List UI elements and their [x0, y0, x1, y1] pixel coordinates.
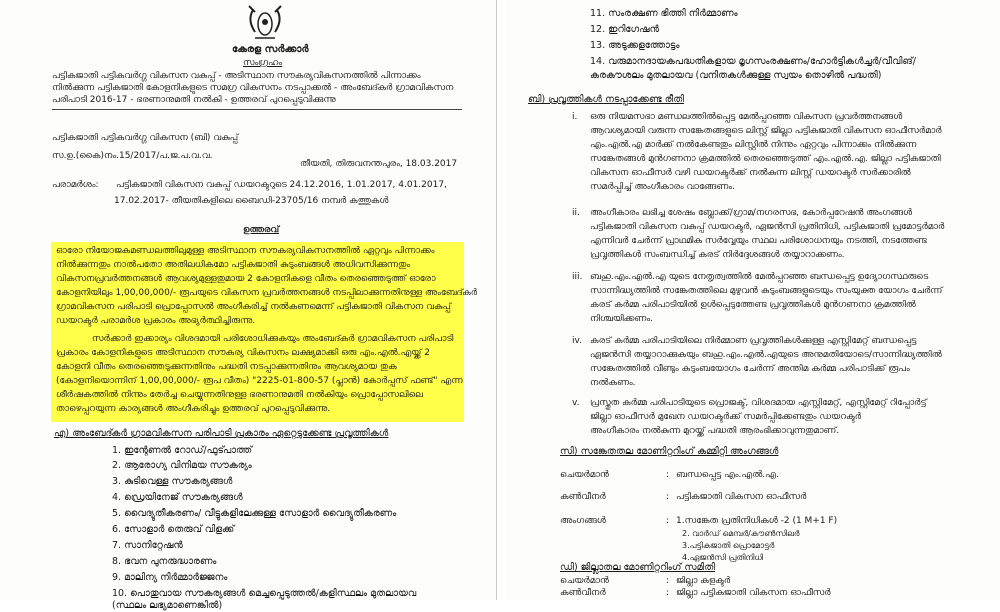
- procedure-line: ആവശ്യമായി വരുന്ന സങ്കേതങ്ങളുടെ ലിസ്റ്റ് ജില്ലാ പട്ടികജാതി വികസന ഓഫീസർമാർ: [590, 126, 942, 136]
- procedure-line: ജില്ലാ ഓഫീസർ മുഖേന ഡയറക്ടർക്ക് സമർപ്പിക്കേണ്ടതും ഡയറക്ടർ: [590, 412, 862, 422]
- committee-member: 3.പട്ടികജാതി പ്രൊമോട്ടർ: [682, 541, 775, 550]
- procedure-number: iii.: [572, 272, 583, 282]
- colon: :: [666, 516, 670, 526]
- works-list-item: 13. അടുക്കളത്തോട്ടം: [590, 40, 680, 51]
- left-document-page: [0, 0, 496, 611]
- procedure-line: സാന്നിദ്ധ്യത്തിൽ സങ്കേതത്തിലെ മുഴുവൻ കുടുംബങ്ങളുടെയും സംയുക്ത യോഗം ചേർന്ന്: [590, 286, 943, 296]
- highlight-line: നിൽക്കുന്നതും നാൽപതോ അതിലധികമോ പട്ടികജാതി കുടുംബങ്ങൾ അധിവസിക്കുന്നതും: [56, 260, 411, 270]
- section-b-heading: ബി) പ്രവൃത്തികൾ നടപ്പാക്കേണ്ട രീതി: [528, 94, 684, 105]
- highlight-line: താഴെപ്പറയുന്ന കാര്യങ്ങൾ അംഗീകരിച്ചും ഉത്തരവ് പുറപ്പെടുവിക്കുന്നു.: [56, 404, 331, 414]
- highlight-line: പ്രകാരം കോളനികളുടെ അടിസ്ഥാന സൗകര്യ വികസനം ലക്ഷ്യമാക്കി ഒരു എം.എൽ.എയ്ക്ക് 2: [56, 348, 430, 358]
- order-date: തീയതി, തിരുവനന്തപുരം, 18.03.2017: [300, 159, 458, 169]
- committee-value: ജില്ലാ പട്ടികജാതി വികസന ഓഫീസർ: [676, 588, 831, 598]
- procedure-line: ഒരു നിയമസഭാ മണ്ഡലത്തിൽപ്പെട്ട മേൽപ്പറഞ്ഞ വികസന പ്രവർത്തനങ്ങൾ: [590, 112, 903, 122]
- procedure-line: കരട് കർമ്മ പരിപാടിയിൽ ഉൾപ്പെടുത്തേണ്ട പ്രവൃത്തികൾ മുൻഗണനാ ക്രമത്തിൽ: [590, 300, 916, 310]
- colon: :: [666, 492, 670, 502]
- summary-line-2: നിൽക്കുന്ന പട്ടികജാതി കോളനികളുടെ സമഗ്ര വികസനം നടപ്പാക്കൽ - അംബേദ്കർ ഗ്രാമവികസന: [52, 83, 454, 93]
- works-list-item: 10. പൊതുവായ സൗകര്യങ്ങൾ മെച്ചപ്പെടുത്തൽ/കളിസ്ഥലം മുതലായവ: [112, 588, 417, 599]
- procedure-number: i.: [572, 112, 578, 122]
- procedure-line: നിശ്ചയിക്കണം.: [590, 314, 653, 324]
- highlight-line: ശീർഷകത്തിൽ നിന്നും തേർച്ച ചെയ്യുന്നതിനുള്ള ഭരണാനുമതി നൽകിയും പ്രൊപ്പോസലിലെ: [56, 390, 423, 400]
- procedure-line: അംഗീകാരം നൽകുന്ന മുറയ്ക്ക് പദ്ധതി ആരംഭിക്കാവുന്നതുമാണ്.: [590, 426, 840, 436]
- reference-line-1: പട്ടികജാതി വികസന വകുപ്പ് ഡയറക്ടറുടെ 24.12.2016, 1.01.2017, 4.01.2017,: [116, 180, 447, 190]
- procedure-number: iv.: [572, 336, 582, 346]
- right-document-page: [506, 0, 1000, 600]
- procedure-line: പ്രസ്തുത കർമ്മ പരിപാടിയുടെ പ്രൊജക്ട്, വിശദമായ എസ്റ്റിമേറ്റ്, എസ്റ്റിമേറ്റ് റിപ്പോർട്ട്: [590, 398, 927, 408]
- colon: :: [666, 470, 670, 480]
- highlight-line: കോളനി വീതം തെരഞ്ഞെടുക്കുന്നതിനും പദ്ധതി നടപ്പാക്കുന്നതിനും ആവശ്യമായ തുക: [56, 362, 397, 372]
- procedure-line: പ്രവൃത്തികൾ സംബന്ധിച്ച് കരട് നിർദ്ദേശങ്ങൾ തയ്യാറാക്കണം.: [590, 250, 845, 260]
- procedure-line: എം.എൽ.എ മാർക്ക് നൽകേണ്ടതും ലിസ്റ്റിൽ നിന്നും ഏറ്റവും പിന്നാക്കം നിൽക്കുന്ന: [590, 140, 917, 150]
- procedure-line: ബഹു.എം.എൽ.എ യുടെ നേതൃത്വത്തിൽ മേൽപ്പറഞ്ഞ ബന്ധപ്പെട്ട ഉദ്യോഗസ്ഥരുടെ: [590, 272, 929, 282]
- works-list-item: കരകൗശലം മുതലായവ (വനിതകൾക്കുള്ള സ്വയം തൊഴിൽ പദ്ധതി): [590, 70, 882, 81]
- highlight-line: (കോളനിയൊന്നിന് 1,00,00,000/- രൂപ വീതം) "2225-01-800-57 (പ്ലാൻ) കോർപ്പസ് ഫണ്ട്" എന്ന: [56, 376, 463, 386]
- procedure-line: കരട് കർമ്മ പരിപാടിയിലെ നിർമ്മാണ പ്രവൃത്തികൾക്കുള്ള എസ്റ്റിമേറ്റ് ബന്ധപ്പെട്ട: [590, 336, 917, 346]
- works-list-item: 14. വരുമാനദായകപദ്ധതികളായ മൃഗസംരക്ഷണം/ഹോർട്ടികൾച്ചർ/വീവിങ്/: [590, 56, 916, 67]
- works-list-item: 2. ആരോഗ്യ വിനിമയ സൗകര്യം: [112, 460, 252, 471]
- works-list-item: 7. സാനിറ്റേഷൻ: [112, 540, 183, 551]
- procedure-line: സമർപ്പിച്ച് അംഗീകാരം വാങ്ങേണം.: [590, 182, 735, 192]
- highlight-line: കോളനിയിലും 1,00,00,000/- രൂപയുടെ വികസന പ്രവർത്തനങ്ങൾ നടപ്പിലാക്കുന്നതിനുള്ള അംബേദ്കർ: [56, 288, 477, 298]
- procedure-line: നൽകണം.: [590, 378, 636, 388]
- highlight-line: ഓരോ നിയോജകമണ്ഡലത്തിലുമുള്ള അടിസ്ഥാന സൗകര്യവികസനത്തിൽ ഏറ്റവും പിന്നാക്കം: [56, 246, 435, 256]
- works-list-item: 1. ഇന്റേണൽ റോഡ്/ഫുട്പാത്ത്: [112, 445, 253, 456]
- section-c-heading: സി) സങ്കേതതല മോണിറ്ററിംഗ് കമ്മിറ്റി അംഗങ്ങൾ: [560, 446, 779, 457]
- procedure-line: സങ്കേതത്തിൽ വീണ്ടും കുടുംബയോഗം ചേർന്ന് അന്തിമ കർമ്മ പരിപാടിക്ക് രൂപം: [590, 364, 910, 374]
- kerala-emblem-icon: [243, 2, 287, 42]
- works-list-item: 5. വൈദ്യുതീകരണം/ വീട്ടുകളിലേക്കുള്ള സോളാർ വൈദ്യുതീകരണം: [112, 508, 397, 519]
- order-heading: ഉത്തരവ്: [243, 225, 280, 235]
- committee-value: പട്ടികജാതി വികസന ഓഫീസർ: [676, 492, 807, 502]
- department-name: പട്ടികജാതി പട്ടികവർഗ്ഗ വികസന (ബി) വകുപ്പ്: [52, 133, 239, 143]
- reference-line-2: 17.02.2017- തീയതികളിലെ ബൈഡി-23705/16 നമ്പർ കത്തുകൾ: [114, 196, 389, 206]
- works-list-item: 8. ഭവന പുനരുദ്ധാരണം: [112, 556, 217, 567]
- procedure-line: ഏജൻസി തയ്യാറാക്കുകയും ബഹു.എം.എൽ.എയുടെ അനുമതിയോടെ/സാന്നിദ്ധ്യത്തിൽ: [590, 350, 942, 360]
- procedure-line: അംഗീകാരം ലഭിച്ച ശേഷം ബ്ലോക്ക്/ഗ്രാമ/നഗരസഭ, കോർപ്പറേഷൻ അംഗങ്ങൾ: [590, 208, 913, 218]
- committee-value: ജില്ലാ കളക്ടർ: [676, 576, 731, 586]
- procedure-line: സങ്കേതങ്ങൾ മുൻഗണനാ ക്രമത്തിൽ തെരഞ്ഞെടുത്ത് എം.എൽ.എ. ജില്ലാ പട്ടികജാതി: [590, 154, 941, 164]
- highlight-line: ഗ്രാമവികസന പരിപാടി പ്രൊപ്പോസൽ അംഗീകരിച്ച് നൽകണമെന്ന് പട്ടികജാതി വികസന വകുപ്പ്: [56, 302, 451, 312]
- colon: :: [666, 576, 670, 586]
- procedure-line: പട്ടികജാതി വികസന വകുപ്പ് ഡയറക്ടർ, ഏജൻസി പ്രതിനിധി, പട്ടികജാതി പ്രമോട്ടർമാർ: [590, 222, 945, 232]
- works-list-item: (സ്ഥലം ലഭ്യമാണെങ്കിൽ): [112, 600, 223, 611]
- government-title: കേരള സർക്കാർ: [232, 44, 309, 55]
- highlight-line: ഡയറക്ടർ പരാമർശ പ്രകാരം അഭ്യർത്ഥിച്ചിരുന്നു.: [56, 316, 256, 326]
- procedure-line: വികസന ഓഫീസർ വഴി ഡയറക്ടർക്ക് നൽകുന്ന ലിസ്റ്റ് ഡയറക്ടർ സർക്കാരിൽ: [590, 168, 911, 178]
- works-list-item: 3. കുടിവെള്ള സൗകര്യങ്ങൾ: [112, 476, 233, 487]
- highlight-line: വികസനപ്രവർത്തനങ്ങൾ ആവശ്യമുള്ളതുമായ 2 കോളനികളെ വീതം തെരഞ്ഞെടുത്ത് ഓരോ: [56, 274, 436, 284]
- works-list-item: 4. ഡ്രെയിനേജ് സൗകര്യങ്ങൾ: [112, 492, 243, 503]
- committee-member: 4.ഏജൻസി പ്രതിനിധി: [682, 553, 764, 562]
- works-list-item: 12. ഇറിഗേഷൻ: [590, 24, 660, 35]
- committee-label: ചെയർമാൻ: [560, 470, 609, 480]
- order-number: സ.ഉ.(കൈ)നം.15/2017/പ.ജ.പ.വ.വ.: [52, 151, 213, 161]
- committee-label: കൺവീനർ: [560, 492, 606, 502]
- procedure-number: ii.: [572, 208, 580, 218]
- reference-label: പരാമർശം:: [52, 180, 99, 190]
- committee-label: അംഗങ്ങൾ: [560, 516, 606, 526]
- summary-line-1: പട്ടികജാതി പട്ടികവർഗ്ഗ വികസന വകുപ്പ് - അടിസ്ഥാന സൗകര്യവികസനത്തിൽ പിന്നാക്കം: [52, 71, 421, 81]
- highlight-line: സർക്കാർ ഇക്കാര്യം വിശദമായി പരിശോധിക്കുകയും അംബേദ്കർ ഗ്രാമവികസന പരിപാടി: [92, 334, 454, 344]
- works-list-item: 6. സോളാർ തെരുവ് വിളക്ക്: [112, 524, 235, 535]
- summary-heading: സംഗ്രഹം: [243, 58, 283, 68]
- divider: [52, 109, 462, 110]
- works-list-item: 9. മാലിന്യ നിർമ്മാർജ്ജനം: [112, 572, 228, 583]
- colon: :: [666, 588, 670, 598]
- section-a-heading: എ) അംബേദ്കർ ഗ്രാമവികസന പരിപാടി പ്രകാരം ഏറ്റെടുക്കേണ്ട പ്രവൃത്തികൾ: [54, 428, 389, 439]
- works-list-item: 11. സംരക്ഷണ ഭിത്തി നിർമ്മാണം: [590, 8, 738, 19]
- committee-label: ചെയർമാൻ: [560, 576, 609, 586]
- summary-line-3: പരിപാടി 2016-17 - ഭരണാനുമതി നൽകി - ഉത്തരവ് പുറപ്പെടുവിക്കുന്നു: [52, 95, 336, 105]
- committee-value: 1.സങ്കേത പ്രതിനിധികൾ -2 (1 M+1 F): [676, 516, 838, 526]
- committee-value: ബന്ധപ്പെട്ട എം.എൽ.എ.: [676, 470, 779, 480]
- committee-member: 2. വാർഡ് മെമ്പർ/കൗൺസിലർ: [682, 529, 800, 538]
- procedure-line: എന്നിവർ ചേർന്ന് പ്രാഥമിക സർവ്വേയും സ്ഥല പരിശോധനയും നടത്തി, നടത്തേണ്ട: [590, 236, 927, 246]
- procedure-number: v.: [572, 398, 580, 408]
- committee-label: കൺവീനർ: [560, 588, 606, 598]
- section-d-heading: ഡി) ജില്ലാതല മോണിറ്ററിംഗ് സമിതി: [560, 562, 715, 573]
